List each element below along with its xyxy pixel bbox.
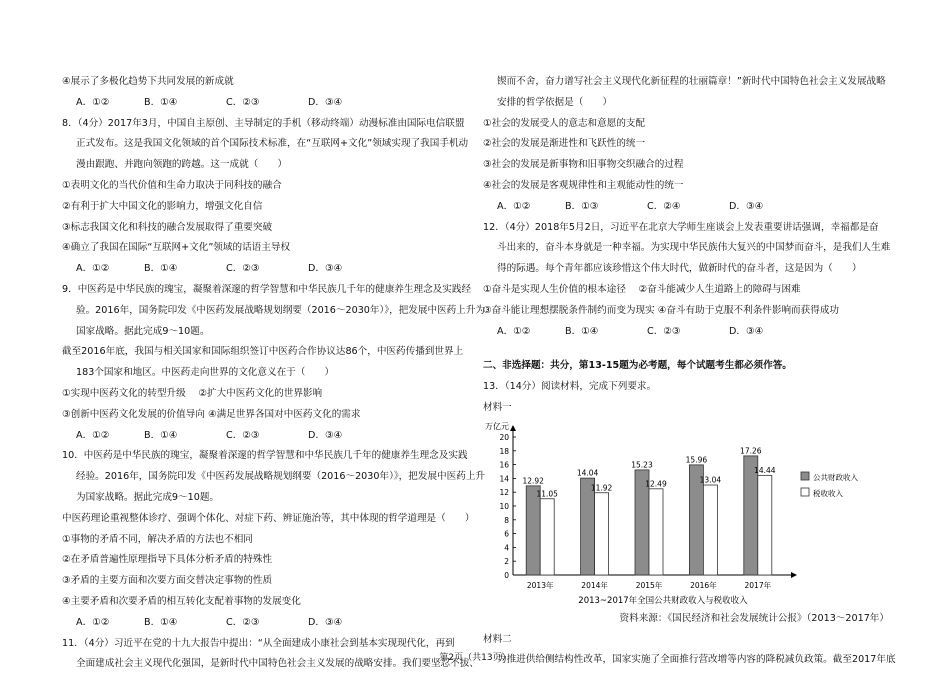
text-line: ③创新中医药文化发展的价值导向 ④满足世界各国对中医药文化的需求 xyxy=(62,408,361,420)
y-tick-label: 8 xyxy=(504,515,509,525)
text-line: 漫由跟跑、并跑向领跑的跨越。这一成就（ ） xyxy=(76,159,288,171)
data-label-tax: 12.49 xyxy=(645,479,667,489)
answer-option: B．①④ xyxy=(144,96,178,108)
text-line: 经验。2016年，国务院印发《中医药发展战略规划纲要（2016～2030年）》，把发展中医药上升 xyxy=(76,471,486,483)
bar-chart xyxy=(483,419,893,609)
answer-option: D．③④ xyxy=(729,325,764,337)
data-label-tax: 11.92 xyxy=(590,483,613,493)
text-line: ③矛盾的主要方面和次要方面交替决定事物的性质 xyxy=(62,575,273,587)
bar-tax-revenue xyxy=(758,475,772,575)
text-line: 10．中医药是中华民族的瑰宝，凝聚着深邃的哲学智慧和中华民族几千年的健康养生理念及实践 xyxy=(62,450,468,462)
answer-option: B．①④ xyxy=(144,263,178,275)
data-label-tax: 13.04 xyxy=(699,475,722,485)
legend-label: 公共财政收入 xyxy=(813,472,858,482)
right-question-lines xyxy=(483,72,893,342)
text-line: 国家战略。据此完成9～10题。 xyxy=(76,325,210,337)
data-label-fiscal: 14.04 xyxy=(576,468,599,478)
answer-option: A．①② xyxy=(76,96,110,108)
x-tick-label: 2017年 xyxy=(744,580,772,590)
text-line: ④主要矛盾和次要矛盾的相互转化支配着事物的发展变化 xyxy=(62,595,301,607)
bar-fiscal-revenue xyxy=(581,478,595,575)
y-axis-arrow xyxy=(510,425,516,431)
bar-fiscal-revenue xyxy=(526,486,540,575)
text-line: 正式发布。这是我国文化领域的首个国际技术标准，在“互联网+文化”领域实现了我国手机动 xyxy=(76,138,469,150)
answer-option: C．②③ xyxy=(226,429,260,441)
material2-label: 材料二 xyxy=(483,633,512,645)
legend-swatch xyxy=(801,472,809,480)
answer-option: B．①③ xyxy=(565,200,599,212)
text-line: ①社会的发展受人的意志和意愿的支配 xyxy=(483,117,646,129)
data-label-tax: 14.44 xyxy=(754,465,776,475)
material2-text: 为推进供给侧结构性改革，国家实施了全面推行营改增等内容的降税减负政策。截至2017年底 xyxy=(497,654,896,666)
answer-option: C．②③ xyxy=(226,616,260,628)
answer-option: D．③④ xyxy=(308,263,343,275)
legend-label: 税收收入 xyxy=(813,488,843,498)
answer-option: C．②③ xyxy=(647,325,681,337)
answer-option: A．①② xyxy=(76,429,110,441)
data-label-fiscal: 15.23 xyxy=(631,460,653,470)
bar-tax-revenue xyxy=(540,499,554,575)
text-line: ②有利于扩大中国文化的影响力，增强文化自信 xyxy=(62,200,263,212)
text-line: 安排的哲学依据是（ ） xyxy=(497,96,613,108)
text-line: 183个国家和地区。中医药走向世界的文化意义在于（ ） xyxy=(76,367,335,379)
y-tick-label: 6 xyxy=(504,529,509,539)
y-tick-label: 0 xyxy=(504,570,509,580)
text-line: ①实现中医药文化的转型升级 ②扩大中医药文化的世界影响 xyxy=(62,387,323,399)
answer-options xyxy=(62,613,462,634)
text-line: ④展示了多极化趋势下共同发展的新成就 xyxy=(62,76,234,87)
y-tick-label: 16 xyxy=(499,460,509,470)
text-line: 8．（4分）2017年3月，中国自主原创、主导制定的手机（移动终端）动漫标准由国际电信联盟 xyxy=(62,117,465,129)
text-line: 11．（4分）习近平在党的十九大报告中提出：“从全面建成小康社会到基本实现现代化，再到 xyxy=(62,637,455,649)
text-line: 12．（4分）2018年5月2日，习近平在北京大学师生座谈会上发表重要讲话强调，幸福都是奋 xyxy=(483,221,879,233)
y-tick-label: 20 xyxy=(499,432,509,442)
x-axis-arrow xyxy=(791,572,797,578)
x-tick-label: 2014年 xyxy=(581,580,608,590)
answer-options xyxy=(483,322,893,343)
answer-option: A．①② xyxy=(497,200,531,212)
chart-title: 2013~2017年全国公共财政收入与税收收入 xyxy=(578,595,748,606)
y-tick-label: 10 xyxy=(499,501,509,511)
data-label-fiscal: 12.92 xyxy=(522,476,544,486)
text-line: 斗出来的，奋斗本身就是一种幸福。为实现中华民族伟大复兴的中国梦而奋斗，是我们人生难 xyxy=(497,242,891,254)
text-line: ④确立了我国在国际“互联网+文化”领域的话语主导权 xyxy=(62,242,291,254)
q13-stem: 13．（14分）阅读材料，完成下列要求。 xyxy=(483,381,657,393)
data-label-fiscal: 17.26 xyxy=(740,446,762,456)
text-line: 为国家战略。据此完成9～10题。 xyxy=(76,491,220,503)
text-line: 得的际遇。每个青年都应该珍惜这个伟大时代，做新时代的奋斗者，这是因为（ ） xyxy=(497,263,862,275)
answer-option: B．①④ xyxy=(144,616,178,628)
text-line: ①事物的矛盾不同，解决矛盾的方法也不相同 xyxy=(62,533,253,545)
answer-option: C．②③ xyxy=(226,96,260,108)
text-line: ①奋斗是实现人生价值的根本途径 ②奋斗能减少人生道路上的障碍与困难 xyxy=(483,283,801,295)
material1-label: 材料一 xyxy=(483,401,512,413)
bar-tax-revenue xyxy=(649,489,663,575)
x-tick-label: 2016年 xyxy=(690,580,717,590)
page-footer: 第2页（共13页） xyxy=(439,653,511,663)
x-tick-label: 2015年 xyxy=(635,580,663,590)
text-line: ③社会的发展是新事物和旧事物交织融合的过程 xyxy=(483,159,684,171)
y-axis-unit-label: 万亿元 xyxy=(485,421,509,431)
text-line: 验。2016年，国务院印发《中医药发展战略规划纲要（2016～2030年）》，把发展中医药上升为 xyxy=(76,304,486,316)
text-line: ①表明文化的当代价值和生命力取决于同科技的融合 xyxy=(62,179,282,191)
answer-options xyxy=(483,197,893,218)
x-tick-label: 2013年 xyxy=(526,580,554,590)
text-line: 全面建成社会主义现代化强国，是新时代中国特色社会主义发展的战略安排。我们要坚忍不拔、 xyxy=(76,658,479,670)
text-line: ②在矛盾普遍性原理指导下具体分析矛盾的特殊性 xyxy=(62,554,273,566)
answer-option: C．②③ xyxy=(226,263,260,275)
text-line: 锲而不舍，奋力谱写社会主义现代化新征程的壮丽篇章！”新时代中国特色社会主义发展战略 xyxy=(497,76,886,87)
answer-options xyxy=(62,426,462,447)
y-tick-label: 4 xyxy=(504,543,509,553)
text-line: ③奋斗能让理想摆脱条件制约而变为现实 ④奋斗有助于克服不利条件影响而获得成功 xyxy=(483,304,840,316)
answer-option: C．②④ xyxy=(647,200,681,212)
text-line: 中医药理论重视整体诊疗、强调个体化、对症下药、辨证施治等，其中体现的哲学道理是（ ） xyxy=(62,512,475,524)
bar-tax-revenue xyxy=(595,493,609,575)
legend-swatch xyxy=(801,488,809,496)
right-column xyxy=(483,72,896,671)
text-line: ②社会的发展是渐进性和飞跃性的统一 xyxy=(483,138,646,150)
y-tick-label: 12 xyxy=(499,487,509,497)
answer-option: A．①② xyxy=(76,616,110,628)
answer-options xyxy=(62,93,462,114)
answer-option: D．③④ xyxy=(729,200,764,212)
data-label-tax: 11.05 xyxy=(536,489,558,499)
y-tick-label: 18 xyxy=(499,446,509,456)
text-line: ④社会的发展是客观规律性和主观能动性的统一 xyxy=(483,179,684,191)
data-label-fiscal: 15.96 xyxy=(685,455,708,465)
answer-option: D．③④ xyxy=(308,429,343,441)
answer-option: A．①② xyxy=(76,263,110,275)
answer-option: D．③④ xyxy=(308,96,343,108)
chart-svg xyxy=(483,419,893,609)
answer-option: B．①④ xyxy=(565,325,599,337)
section-title: 二、非选择题：共分，第13-15题为必考题，每个试题考生都必须作答。 xyxy=(483,360,792,372)
data-source: 资料来源：《国民经济和社会发展统计公报》（2013～2017年） xyxy=(619,612,889,624)
answer-option: A．①② xyxy=(497,325,531,337)
text-line: 9．中医药是中华民族的瑰宝，凝聚着深邃的哲学智慧和中华民族几千年的健康养生理念及实践经 xyxy=(62,283,472,295)
answer-option: D．③④ xyxy=(308,616,343,628)
y-tick-label: 14 xyxy=(499,474,509,484)
text-line: ③标志我国文化和科技的融合发展取得了重要突破 xyxy=(62,221,273,233)
answer-option: B．①④ xyxy=(144,429,178,441)
y-tick-label: 2 xyxy=(504,556,509,566)
bar-tax-revenue xyxy=(703,485,717,575)
answer-options xyxy=(62,259,462,280)
text-line: 截至2016年底，我国与相关国家和国际组织签订中医药合作协议达86个，中医药传播到世界上 xyxy=(62,346,464,358)
